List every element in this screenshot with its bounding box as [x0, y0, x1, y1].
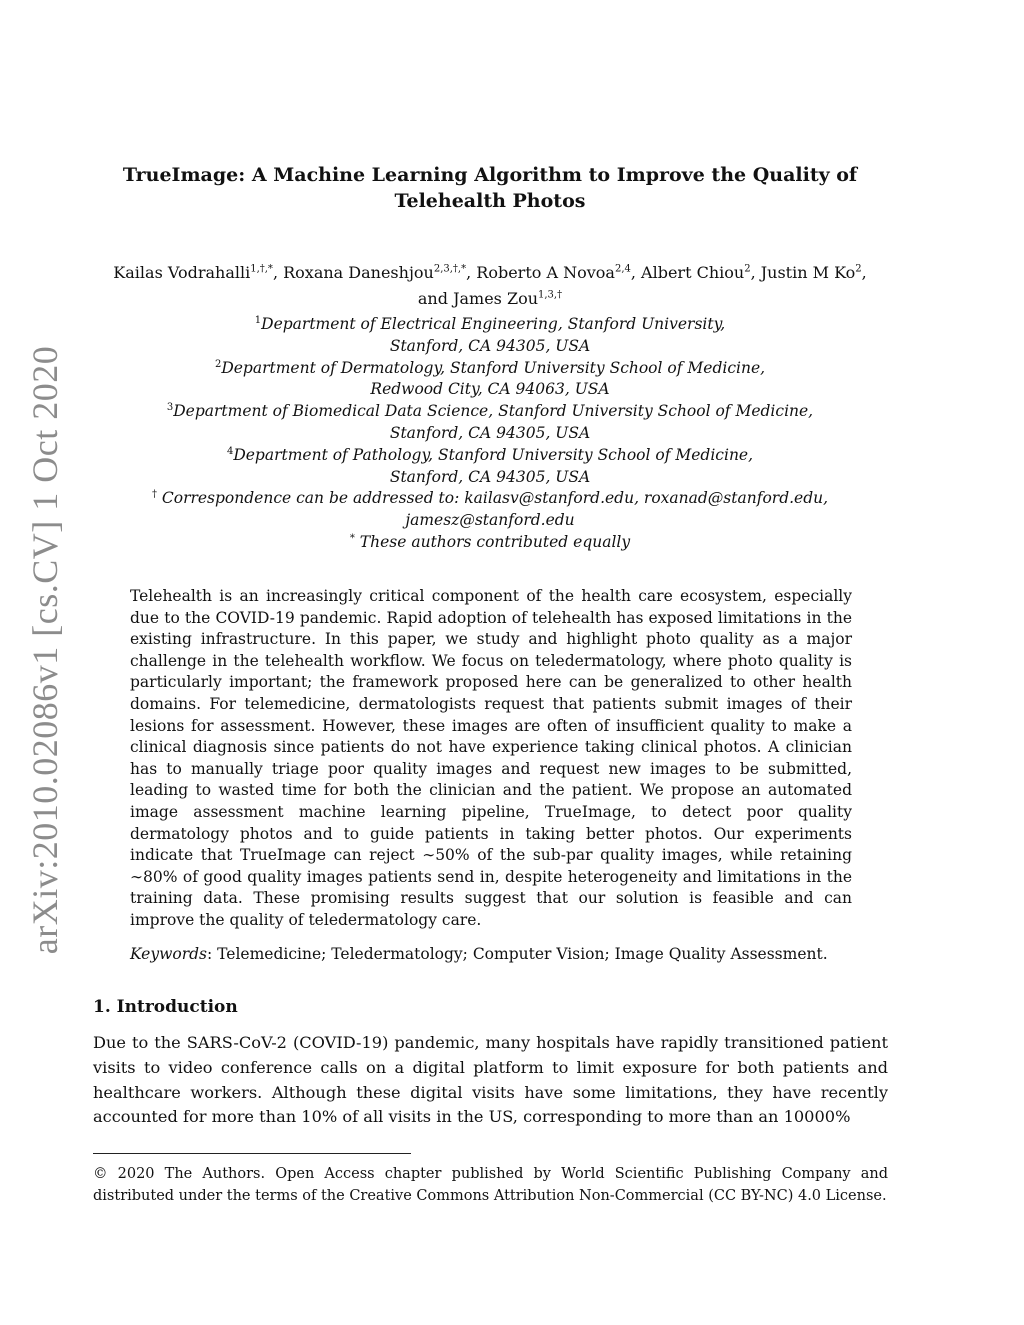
author-superscript: 2: [744, 263, 751, 275]
author-separator: ,: [272, 263, 284, 282]
affiliation-2-address: Redwood City, CA 94063, USA: [370, 380, 610, 399]
keywords-list: : Telemedicine; Teledermatology; Computer Vision; Image Quality Assessment.: [206, 945, 828, 963]
affiliation-3-address: Stanford, CA 94305, USA: [389, 423, 591, 442]
affiliations: [90, 314, 890, 554]
author-name: Roxana Daneshjou: [283, 263, 434, 282]
footnote-divider: [93, 1153, 411, 1154]
asterisk-mark: *: [349, 532, 355, 544]
author-separator: ,: [630, 263, 642, 282]
paper-title: [100, 162, 880, 214]
author-superscript: 2: [855, 263, 862, 275]
author-name: Justin M Ko: [760, 263, 856, 282]
author-list: [80, 260, 900, 312]
author-superscript: 2,4: [614, 263, 631, 275]
keywords-label: Keywords: [130, 945, 207, 963]
abstract-text: Telehealth is an increasingly critical component of the health care ecosystem, especially due to the COVID-19 pandemic. Rapid adoption of telehealth has exposed limitations in the existing infrastructure. In this paper, we study and highlight photo quality as a major challenge in the telehealth workflow. We focus on teledermatology, where photo quality is particularly important; the framework proposed here can be generalized to other health domains. For telemedicine, dermatologists request that patients submit images of their lesions for assessment. However, these images are often of insufficient quality to make a clinical diagnosis since patients do not have experience taking clinical photos. A clinician has to manually triage poor quality images and request new images to be submitted, leading to wasted time for both the clinician and the patient. We propose an automated image assessment machine learning pipeline, TrueImage, to detect poor quality dermatology photos and to guide patients in taking better photos. Our experiments indicate that TrueImage can reject ∼50% of the sub-par quality images, while retaining ∼80% of good quality images patients send in, despite heterogeneity and limitations in the training data. These promising results suggest that our solution is feasible and can improve the quality of teledermatology care.: [130, 587, 852, 929]
author-name: and James Zou: [417, 289, 539, 308]
affiliation-3: $^3$Department of Biomedical Data Science, Stanford University School of Medicine,: [166, 402, 814, 421]
correspondence-note: † Correspondence can be addressed to: kailasv@stanford.edu, roxanad@stanford.edu,: [151, 489, 829, 508]
keywords-line: [130, 944, 852, 966]
author-separator: ,: [750, 263, 761, 282]
affiliation-1: $^1$Department of Electrical Engineering, Stanford University,: [254, 314, 726, 333]
title-line-1: TrueImage: A Machine Learning Algorithm to Improve the Quality of: [122, 164, 858, 186]
license-footnote: © 2020 The Authors. Open Access chapter published by World Scientific Publishing Company and distributed under the terms of the Creative Commons Attribution Non-Commercial (CC BY-NC) 4.0 License.: [93, 1166, 888, 1204]
affiliation-mark: 2: [214, 358, 222, 370]
title-line-2: Telehealth Photos: [394, 190, 586, 212]
author-superscript: 1,3,†: [538, 289, 563, 301]
author-name: Albert Chiou: [641, 263, 745, 282]
dagger-mark: †: [151, 489, 157, 501]
author-name: Roberto A Novoa: [476, 263, 615, 282]
affiliation-4: $^4$Department of Pathology, Stanford University School of Medicine,: [226, 445, 754, 464]
author-superscript: 2,3,†,*: [433, 263, 467, 275]
affiliation-mark: 3: [166, 402, 174, 414]
correspondence-email: jamesz@stanford.edu: [405, 511, 575, 530]
author-name: Kailas Vodrahalli: [113, 263, 251, 282]
section-heading: 1. Introduction: [93, 997, 238, 1017]
author-superscript: 1,†,*: [250, 263, 273, 275]
affiliation-1-address: Stanford, CA 94305, USA: [389, 336, 591, 355]
author-separator: ,: [861, 263, 867, 282]
affiliation-2: $^2$Department of Dermatology, Stanford University School of Medicine,: [214, 358, 766, 377]
equal-contribution-note: * These authors contributed equally: [349, 532, 631, 551]
affiliation-4-address: Stanford, CA 94305, USA: [389, 467, 591, 486]
introduction-paragraph: Due to the SARS-CoV-2 (COVID-19) pandemic, many hospitals have rapidly transitioned patient visits to video conference calls on a digital platform to limit exposure for both patients and healthcare workers. Although these digital visits have some limitations, they have recently accounted for more than 10% of all visits in the US, corresponding to more than an 10000%: [93, 1033, 888, 1127]
affiliation-mark: 1: [254, 314, 262, 326]
affiliation-mark: 4: [226, 445, 234, 457]
author-separator: ,: [466, 263, 477, 282]
arxiv-side-stamp: arXiv:2010.02086v1 [cs.CV] 1 Oct 2020: [25, 345, 65, 955]
